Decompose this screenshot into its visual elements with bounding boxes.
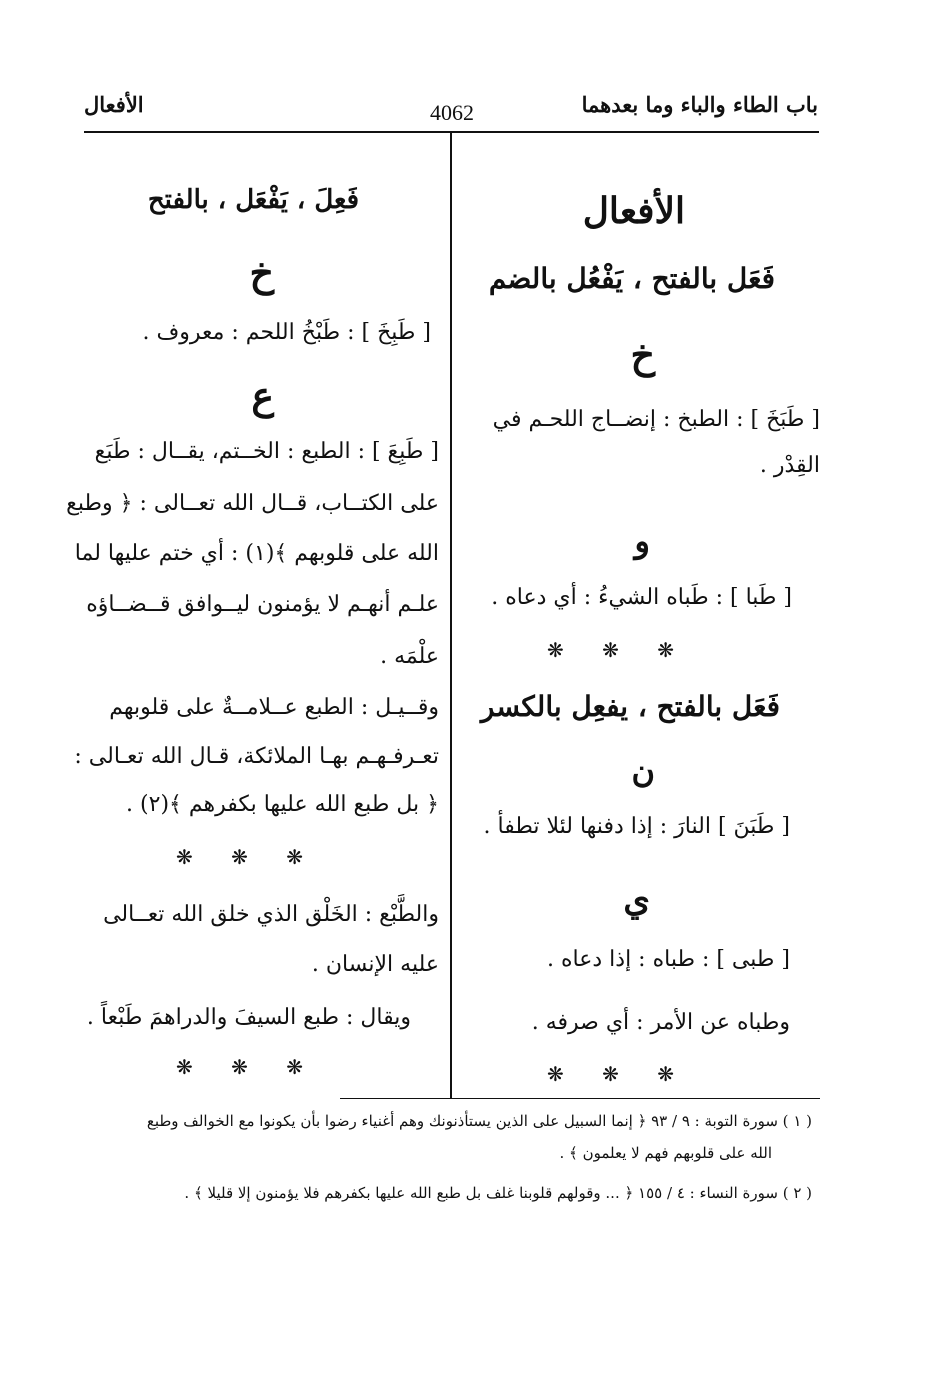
separator-stars: ❋ ❋ ❋ (176, 1055, 319, 1079)
entry-taba: [ طَبا ] : طَباه الشيءُ : أي دعاه . (491, 585, 792, 610)
letter-heading-ayn: ع (251, 373, 274, 418)
separator-stars: ❋ ❋ ❋ (176, 845, 319, 869)
letter-heading-kha: خ (249, 250, 274, 295)
letter-heading-nun: ن (631, 752, 655, 790)
entry-qila-line: ﴿ بل طبع الله عليها بكفرهم ﴾(٢) . (126, 792, 439, 817)
section-title-damma: فَعَل بالفتح ، يَفْعُل بالضم (488, 262, 775, 295)
letter-heading-kha: خ (630, 332, 655, 377)
entry-tabana: [ طَبَنَ ] النارَ : إذا دفنها لئلا تطفأ . (483, 814, 790, 839)
footnote-1-line2: الله على قلوبهم فهم لا يعلمون ﴾ . (559, 1144, 772, 1162)
letter-heading-ya: ي (623, 880, 650, 920)
entry-tab-line: عليه الإنسان . (311, 952, 439, 977)
footnote-1-line1: ( ١ ) سورة التوبة : ٩ / ٩٣ ﴿ إنما السبيل على الذين يستأذنونك وهم أغنياء رضوا بأن يكونوا مع الخوالف وطبع (146, 1112, 812, 1130)
entry-tabia-line: [ طَبِعَ ] : الطبع : الخــتم، يقــال : طَبَع (94, 439, 439, 464)
main-title: الأفعال (582, 190, 685, 232)
right-column (460, 0, 820, 1100)
entry-qila-line: تعـرفـهـم بهـا الملائكة، قـال الله تعـالى : (74, 744, 439, 769)
letter-heading-waw: و (634, 522, 650, 560)
entry-tabakha-line1: [ طَبَخَ ] : الطبخ : إنضــاج اللحـم في (492, 407, 820, 432)
entry-yuqal: ويقال : طبع السيفَ والدراهمَ طَبْعاً . (86, 1005, 411, 1030)
entry-tab-line: والطَّبْع : الخَلْق الذي خلق الله تعــالى (103, 902, 439, 927)
footnote-2: ( ٢ ) سورة النساء : ٤ / ١٥٥ ﴿ ... وقولهم قلوبنا غلف بل طبع الله عليها بكفرهم فلا يؤمنون إلا قليلا ﴾ . (184, 1184, 812, 1202)
separator-stars: ❋ ❋ ❋ (547, 1062, 690, 1086)
entry-tabia-line: علْمَه . (380, 644, 439, 669)
entry-tabia-line: على الكتــاب، قــال الله تعــالى : ﴿ وطبع (66, 491, 439, 516)
page-number: 4062 (430, 100, 474, 125)
entry-tabia-line: علـم أنهـم لا يؤمنون ليــوافق قــضــاؤه (86, 592, 439, 617)
separator-stars: ❋ ❋ ❋ (547, 638, 690, 662)
section-title-kasra: فَعَل بالفتح ، يفعِل بالكسر (480, 690, 780, 723)
entry-taba-sarafa: وطباه عن الأمر : أي صرفه . (531, 1010, 790, 1035)
running-header-chapter: باب الطاء والباء وما بعدهما (581, 92, 818, 117)
entry-tabia-line: الله على قلوبهم ﴾(١) : أي ختم عليها لما (74, 541, 439, 566)
column-divider (450, 133, 452, 1098)
entry-qila-line: وقــيـل : الطبع عــلامــةٌ على قلوبهم (109, 695, 439, 720)
footnote-rule (340, 1098, 820, 1099)
entry-taba-ya: [ طبى ] : طباه : إذا دعاه . (547, 947, 790, 972)
running-header-section: الأفعال (84, 92, 144, 117)
footnotes (84, 1110, 812, 1210)
left-column (66, 0, 439, 1100)
entry-tabikha: [ طَبِخَ ] : طَبْخُ اللحم : معروف . (142, 320, 431, 345)
entry-tabakha-line2: القِدْر . (759, 453, 820, 478)
section-title-fatha: فَعِلَ ، يَفْعَل ، بالفتح (147, 185, 359, 215)
